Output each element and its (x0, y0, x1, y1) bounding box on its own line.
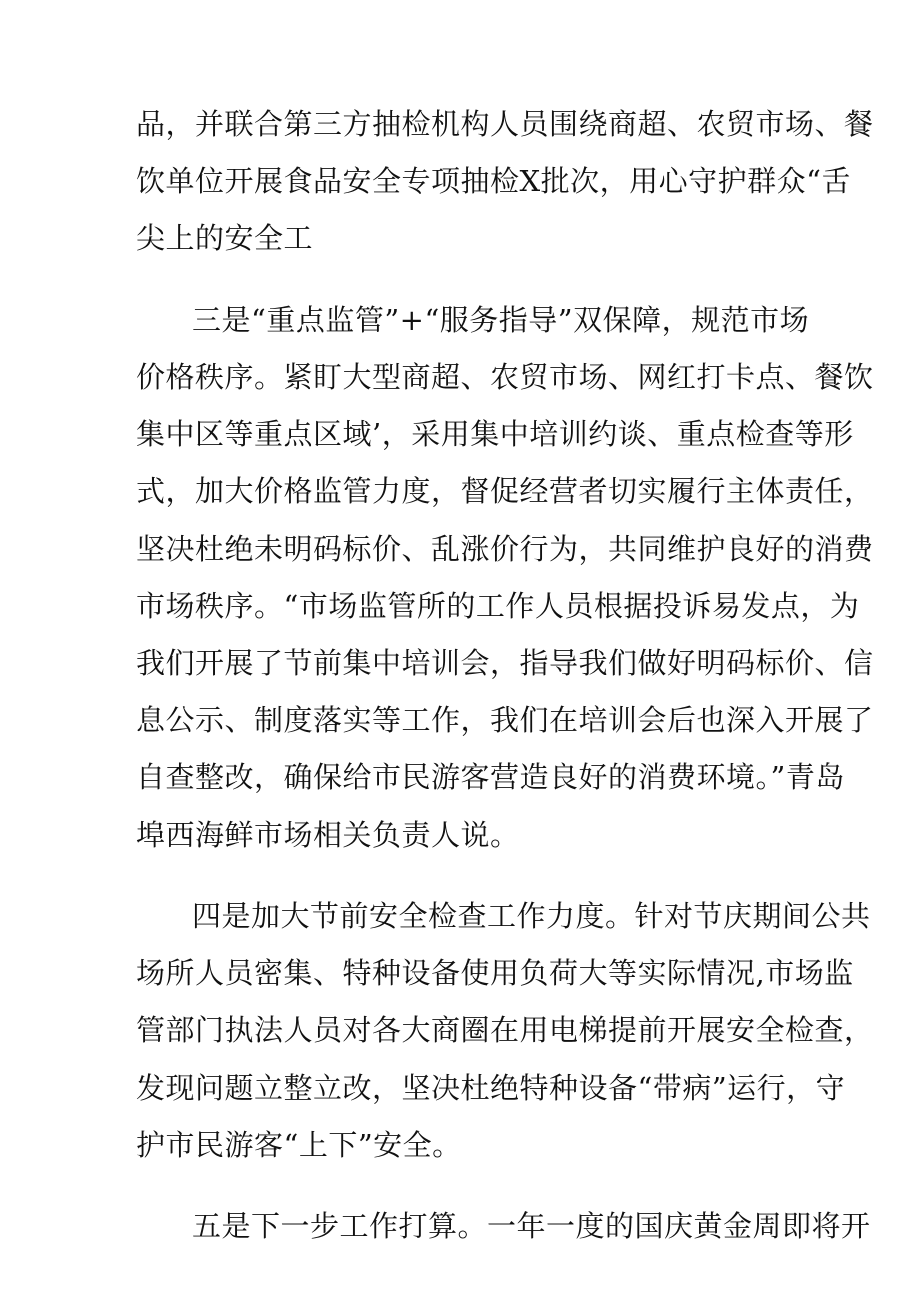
text-line: 发现问题立整立改，坚决杜绝特种设备“带病”运行，守 (136, 1071, 846, 1105)
paragraph-start-line: 五是下一步工作打算。一年一度的国庆黄金周即将开 (192, 1209, 871, 1243)
text-line: 管部门执法人员对各大商圈在用电梯提前开展安全检查， (136, 1013, 874, 1047)
text-line: 坚决杜绝未明码标价、乱涨价行为，共同维护良好的消费 (136, 532, 874, 566)
text-line: 护市民游客“上下”安全。 (136, 1128, 462, 1162)
paragraph-start-line: 三是“重点监管”+“服务指导”双保障，规范市场 (192, 303, 810, 337)
text-line: 价格秩序。紧盯大型商超、农贸市场、网红打卡点、餐饮 (136, 360, 874, 394)
text-line: 我们开展了节前集中培训会，指导我们做好明码标价、信 (136, 646, 874, 680)
text-line: 场所人员密集、特种设备使用负荷大等实际情况,市场监 (136, 956, 854, 990)
text-line: 尖上的安全工 (136, 221, 314, 255)
text-line: 埠西海鲜市场相关负责人说。 (136, 818, 520, 852)
paragraph-start-line: 四是加大节前安全检查工作力度。针对节庆期间公共 (192, 899, 871, 933)
text-line: 饮单位开展食品安全专项抽检X批次，用心守护群众“舌 (136, 164, 851, 198)
text-line: 自查整改，确保给市民游客营造良好的消费环境。”青岛 (136, 760, 845, 794)
text-line: 式，加大价格监管力度，督促经营者切实履行主体责任， (136, 474, 874, 508)
text-line: 息公示、制度落实等工作，我们在培训会后也深入开展了 (136, 703, 874, 737)
text-line: 集中区等重点区域’，采用集中培训约谈、重点检查等形 (136, 417, 854, 451)
text-line: 市场秩序。“市场监管所的工作人员根据投诉易发点，为 (136, 589, 860, 623)
text-line: 品，并联合第三方抽检机构人员围绕商超、农贸市场、餐 (136, 107, 874, 141)
